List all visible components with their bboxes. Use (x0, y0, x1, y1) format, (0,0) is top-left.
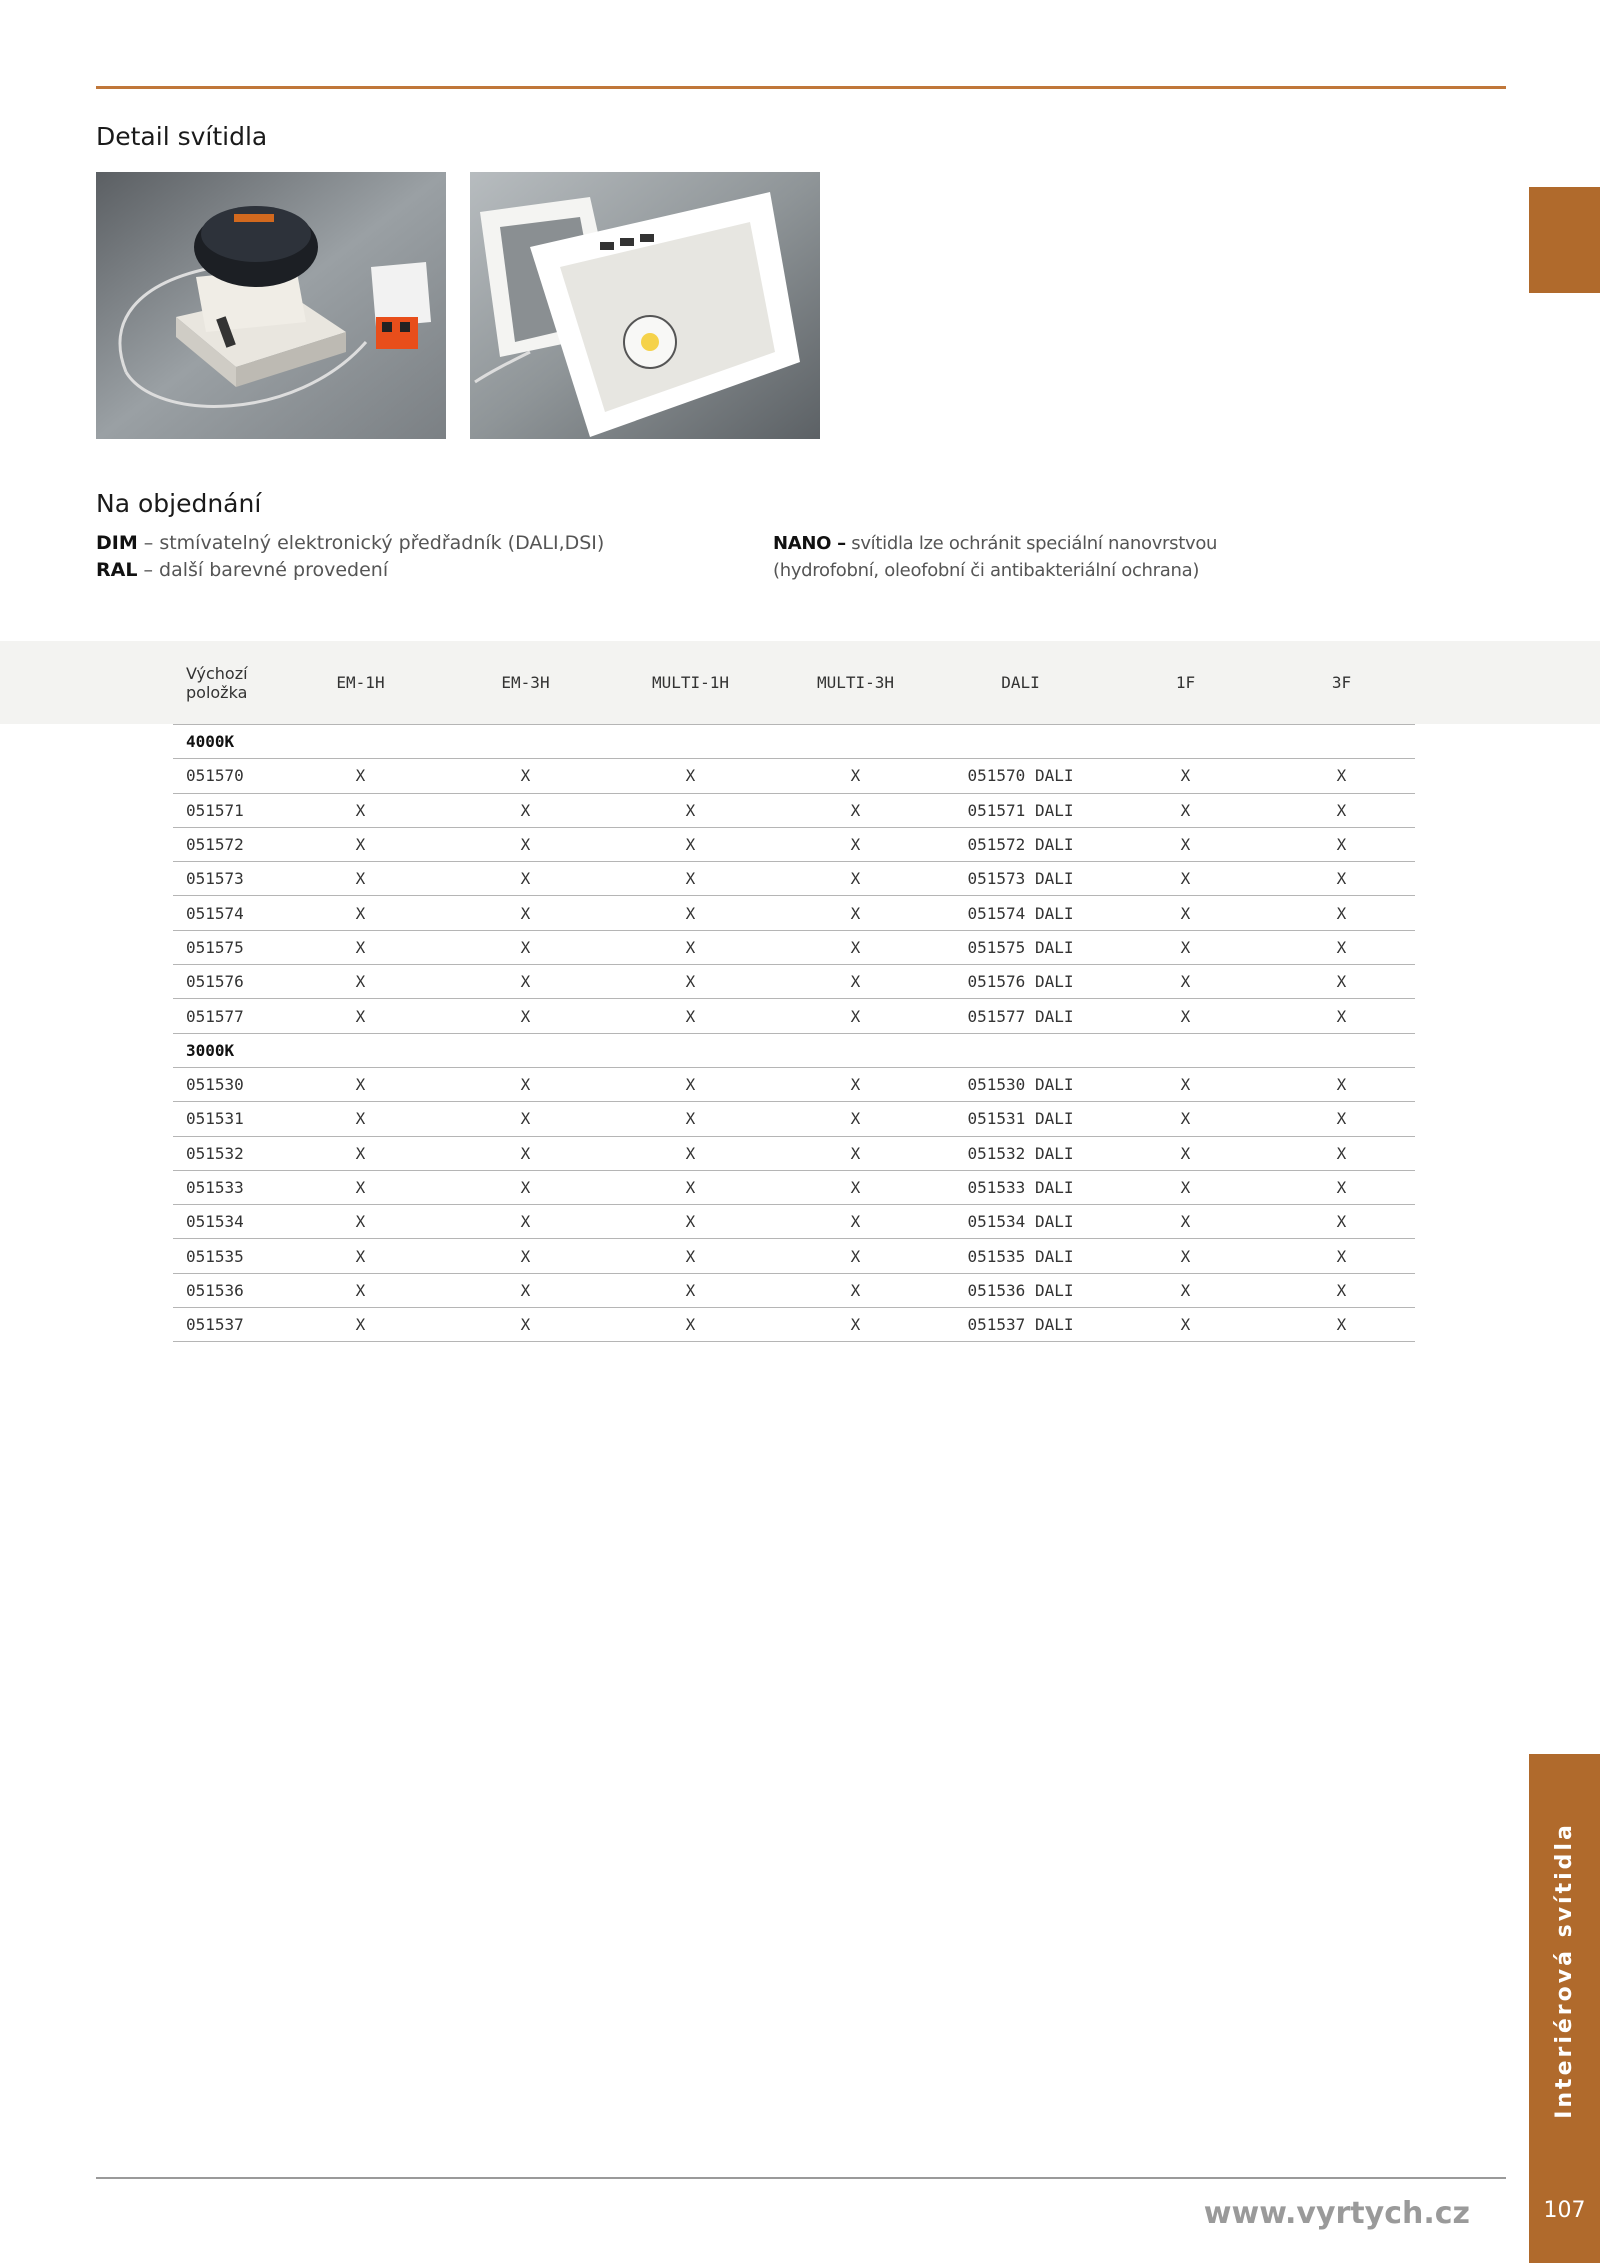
table-cell: X (443, 1102, 608, 1136)
table-cell: 051530 DALI (938, 1067, 1103, 1101)
table-cell: X (443, 759, 608, 793)
table-cell: X (1103, 1170, 1268, 1204)
nano-key: NANO – (773, 533, 846, 554)
table-cell: X (1103, 1273, 1268, 1307)
table-cell: X (278, 793, 443, 827)
col-header-default-item: Výchozí položka (173, 641, 278, 725)
table-cell: X (608, 1205, 773, 1239)
table-cell: X (278, 965, 443, 999)
table-row (173, 965, 1415, 999)
table-cell: X (773, 896, 938, 930)
nano-line (773, 530, 1217, 557)
table-row (173, 1273, 1415, 1307)
table-cell: X (278, 1273, 443, 1307)
table-cell: X (773, 759, 938, 793)
table-row (173, 999, 1415, 1033)
table-cell: 051577 DALI (938, 999, 1103, 1033)
table-cell: X (278, 1136, 443, 1170)
table-cell: X (278, 999, 443, 1033)
table-cell: 051533 (173, 1170, 278, 1204)
table-cell: 051570 (173, 759, 278, 793)
table-cell: X (278, 1239, 443, 1273)
table-cell: X (278, 896, 443, 930)
table-cell: X (1268, 759, 1415, 793)
table-cell: X (278, 1170, 443, 1204)
table-cell: X (443, 793, 608, 827)
table-cell: X (1103, 1102, 1268, 1136)
table-row (173, 1205, 1415, 1239)
col-header-em-3h: EM-3H (443, 641, 608, 725)
table-row (173, 793, 1415, 827)
table-cell: 051571 (173, 793, 278, 827)
table-cell: 051575 DALI (938, 930, 1103, 964)
table-cell: X (443, 965, 608, 999)
table-cell: 051533 DALI (938, 1170, 1103, 1204)
table-cell: X (773, 1067, 938, 1101)
table-cell: X (443, 862, 608, 896)
table-cell: X (278, 1067, 443, 1101)
table-cell: X (1103, 930, 1268, 964)
table-cell: 051576 (173, 965, 278, 999)
table-cell: X (1268, 1136, 1415, 1170)
side-tab-label-wrap (1529, 1800, 1600, 2140)
spec-table (173, 641, 1415, 1342)
table-cell: X (1103, 1308, 1268, 1342)
table-cell: X (1268, 1102, 1415, 1136)
col-header-em-1h: EM-1H (278, 641, 443, 725)
table-cell: X (278, 1102, 443, 1136)
table-cell: X (1268, 1067, 1415, 1101)
table-cell: X (1268, 1308, 1415, 1342)
table-cell: X (443, 930, 608, 964)
order-options-left (96, 530, 604, 584)
website-link[interactable]: www.vyrtych.cz (1203, 2196, 1470, 2231)
table-cell: X (1103, 1239, 1268, 1273)
order-title: Na objednání (96, 489, 262, 518)
table-cell: X (773, 1102, 938, 1136)
table-cell: X (278, 862, 443, 896)
table-cell: X (1268, 827, 1415, 861)
group-label: 3000K (173, 1033, 1415, 1067)
table-cell: X (1103, 827, 1268, 861)
table-cell: X (773, 930, 938, 964)
table-row (173, 1308, 1415, 1342)
table-cell: X (1268, 965, 1415, 999)
table-cell: X (608, 862, 773, 896)
table-cell: X (1268, 1170, 1415, 1204)
ral-line (96, 557, 604, 584)
luminaire-photo-driver (96, 172, 446, 439)
col-header-3f: 3F (1268, 641, 1415, 725)
table-cell: X (608, 827, 773, 861)
col-header-multi-1h: MULTI-1H (608, 641, 773, 725)
col-header-dali: DALI (938, 641, 1103, 725)
table-cell: X (1268, 1239, 1415, 1273)
table-cell: 051573 DALI (938, 862, 1103, 896)
table-cell: 051536 DALI (938, 1273, 1103, 1307)
table-cell: X (1103, 965, 1268, 999)
table-cell: X (278, 827, 443, 861)
table-cell: 051535 (173, 1239, 278, 1273)
table-cell: 051574 (173, 896, 278, 930)
category-label: Interiérová svítidla (1552, 1821, 1578, 2119)
order-options-right (773, 530, 1217, 584)
table-header-row (173, 641, 1415, 725)
table-row (173, 1239, 1415, 1273)
table-cell: X (1268, 1205, 1415, 1239)
table-cell: X (1268, 999, 1415, 1033)
table-row (173, 1170, 1415, 1204)
nano-text: svítidla lze ochránit speciální nanovrstvou (845, 533, 1218, 554)
table-cell: X (1268, 896, 1415, 930)
table-body (173, 725, 1415, 1342)
table-cell: X (608, 1273, 773, 1307)
table-group-row (173, 1033, 1415, 1067)
table-cell: X (608, 1239, 773, 1273)
table-cell: X (773, 862, 938, 896)
table-cell: 051537 DALI (938, 1308, 1103, 1342)
table-row (173, 1136, 1415, 1170)
table-cell: X (773, 1205, 938, 1239)
table-cell: X (608, 999, 773, 1033)
table-cell: X (443, 896, 608, 930)
bottom-divider (96, 2177, 1506, 2179)
table-cell: X (278, 930, 443, 964)
table-group-row (173, 725, 1415, 759)
side-tab-marker (1529, 187, 1600, 293)
table-cell: X (773, 827, 938, 861)
table-cell: X (773, 1170, 938, 1204)
table-cell: X (773, 1308, 938, 1342)
table-row (173, 896, 1415, 930)
nano-line-2: (hydrofobní, oleofobní či antibakteriální ochrana) (773, 560, 1200, 581)
table-cell: X (608, 793, 773, 827)
dim-key: DIM (96, 532, 138, 554)
table-cell: 051531 (173, 1102, 278, 1136)
table-cell: X (773, 1136, 938, 1170)
table-cell: X (773, 965, 938, 999)
table-cell: X (608, 1170, 773, 1204)
dim-line (96, 530, 604, 557)
table-cell: X (1268, 930, 1415, 964)
table-cell: 051577 (173, 999, 278, 1033)
table-cell: X (1103, 999, 1268, 1033)
table-cell: X (1103, 1205, 1268, 1239)
table-cell: X (443, 1308, 608, 1342)
table-cell: X (773, 1273, 938, 1307)
table-cell: X (608, 1136, 773, 1170)
table-row (173, 827, 1415, 861)
table-cell: X (443, 999, 608, 1033)
ral-text: – další barevné provedení (137, 559, 389, 581)
table-cell: 051537 (173, 1308, 278, 1342)
table-cell: 051572 DALI (938, 827, 1103, 861)
table-cell: 051532 DALI (938, 1136, 1103, 1170)
col-header-multi-3h: MULTI-3H (773, 641, 938, 725)
table-cell: X (278, 759, 443, 793)
table-cell: X (443, 1205, 608, 1239)
table-cell: X (608, 759, 773, 793)
table-row (173, 759, 1415, 793)
table-cell: X (1103, 793, 1268, 827)
table-row (173, 1102, 1415, 1136)
table-cell: 051573 (173, 862, 278, 896)
table-cell: X (443, 827, 608, 861)
table-cell: 051534 DALI (938, 1205, 1103, 1239)
table-cell: X (1268, 862, 1415, 896)
table-cell: 051571 DALI (938, 793, 1103, 827)
table-row (173, 930, 1415, 964)
table-cell: 051535 DALI (938, 1239, 1103, 1273)
group-label: 4000K (173, 725, 1415, 759)
table-cell: X (443, 1273, 608, 1307)
table-cell: X (443, 1067, 608, 1101)
table-cell: 051530 (173, 1067, 278, 1101)
table-cell: X (1268, 793, 1415, 827)
table-cell: X (443, 1239, 608, 1273)
table-row (173, 862, 1415, 896)
table-cell: X (608, 1308, 773, 1342)
table-cell: X (608, 1067, 773, 1101)
table-cell: 051575 (173, 930, 278, 964)
table-cell: 051532 (173, 1136, 278, 1170)
table-cell: X (443, 1136, 608, 1170)
ral-key: RAL (96, 559, 138, 581)
table-cell: 051576 DALI (938, 965, 1103, 999)
detail-title: Detail svítidla (96, 122, 268, 151)
table-cell: X (773, 1239, 938, 1273)
dim-text: – stmívatelný elektronický předřadník (DALI,DSI) (137, 532, 605, 554)
table-cell: X (1103, 862, 1268, 896)
table-cell: X (608, 965, 773, 999)
table-cell: X (1268, 1273, 1415, 1307)
top-divider (96, 86, 1506, 89)
table-cell: 051531 DALI (938, 1102, 1103, 1136)
table-cell: 051574 DALI (938, 896, 1103, 930)
table-row (173, 1067, 1415, 1101)
table-cell: 051536 (173, 1273, 278, 1307)
table-cell: X (608, 896, 773, 930)
table-cell: X (278, 1205, 443, 1239)
table-cell: 051570 DALI (938, 759, 1103, 793)
luminaire-photo-reflector (470, 172, 820, 439)
table-cell: X (1103, 896, 1268, 930)
table-cell: 051572 (173, 827, 278, 861)
table-cell: X (773, 999, 938, 1033)
table-cell: X (1103, 1067, 1268, 1101)
col-header-1f: 1F (1103, 641, 1268, 725)
page-number: 107 (1543, 2198, 1586, 2223)
table-cell: 051534 (173, 1205, 278, 1239)
table-cell: X (443, 1170, 608, 1204)
table-cell: X (608, 1102, 773, 1136)
table-cell: X (608, 930, 773, 964)
table-cell: X (773, 793, 938, 827)
table-cell: X (1103, 759, 1268, 793)
table-cell: X (278, 1308, 443, 1342)
table-cell: X (1103, 1136, 1268, 1170)
